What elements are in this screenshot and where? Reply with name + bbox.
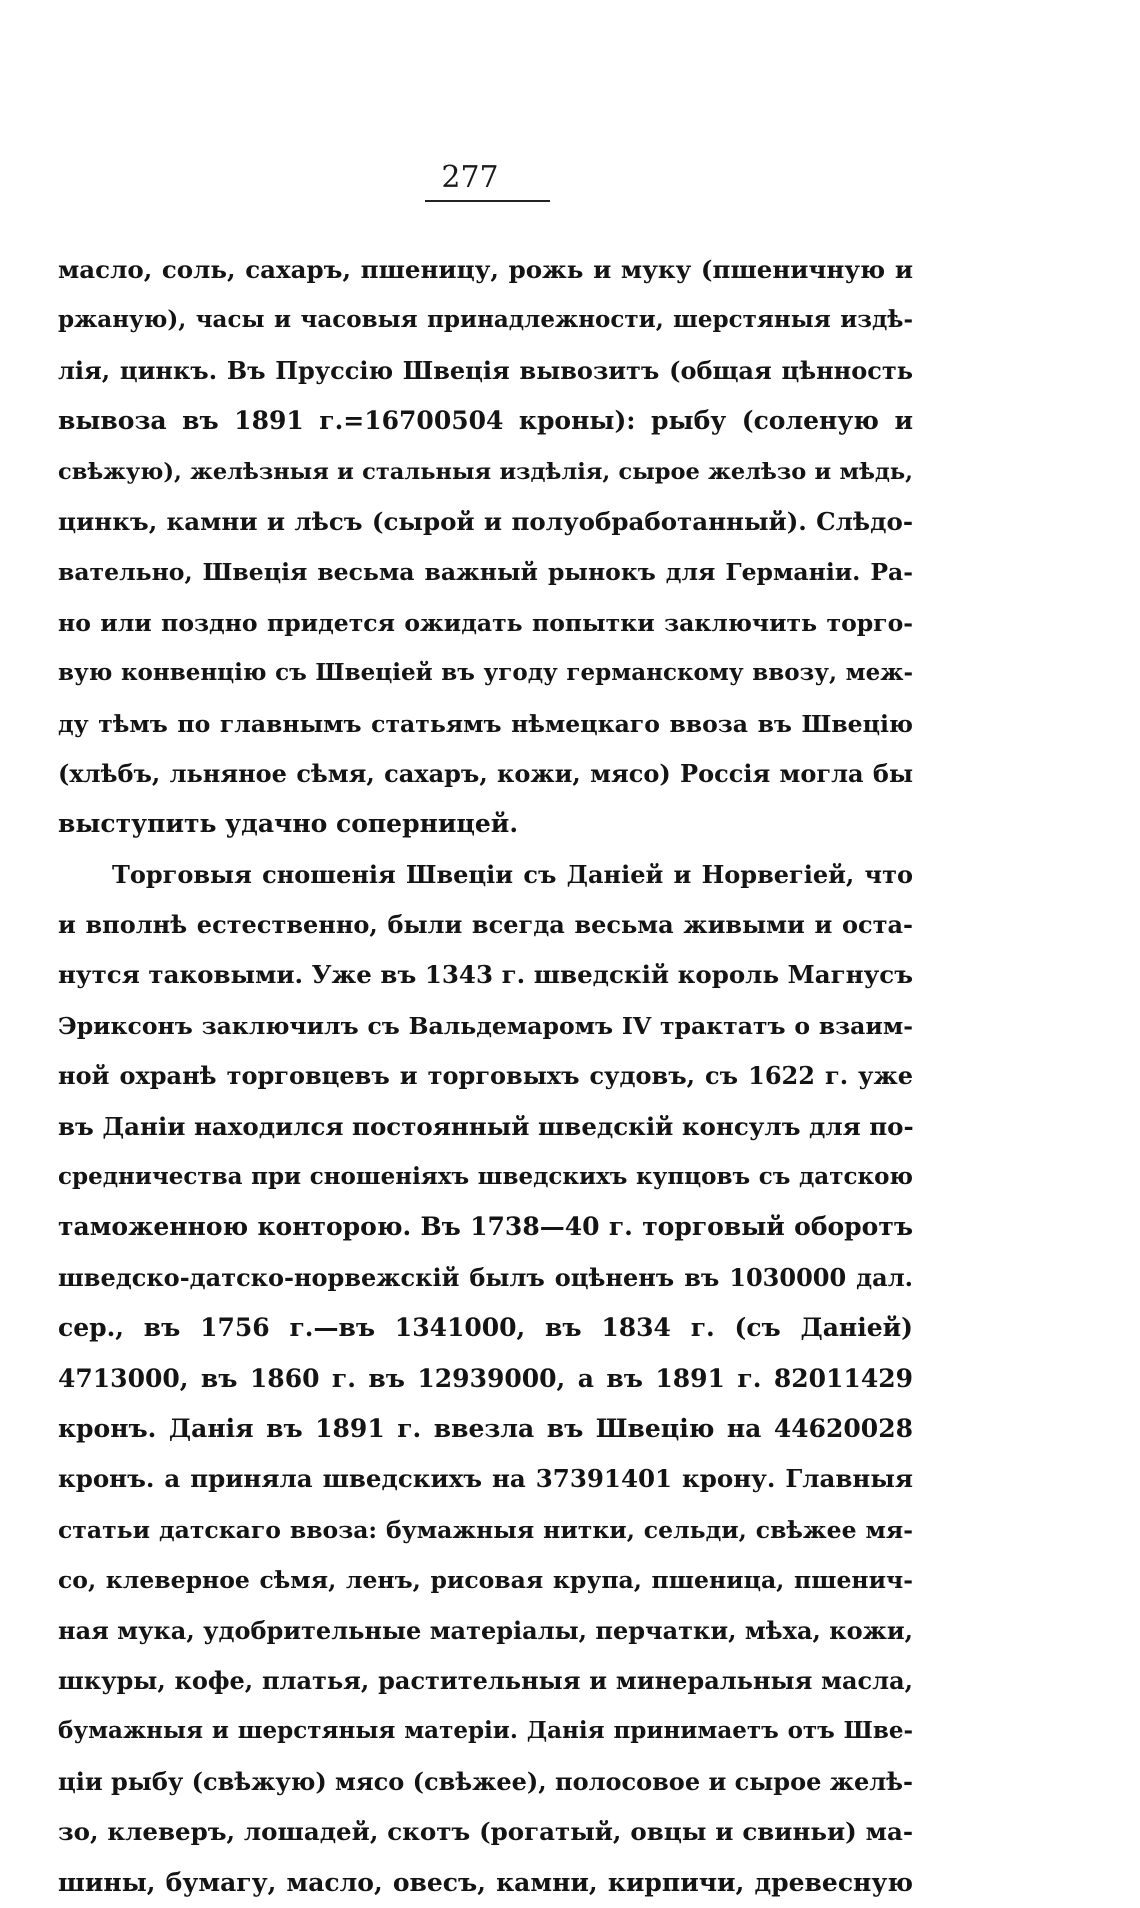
text-line: шины, бумагу, масло, овесъ, камни, кирпичи, древесную <box>58 1867 913 1897</box>
page-number-rule <box>425 200 550 202</box>
text-line: масло, соль, сахаръ, пшеницу, рожь и муку (пшеничную и <box>58 255 913 284</box>
text-line: свѣжую), желѣзныя и стальныя издѣлія, сырое желѣзо и мѣдь, <box>58 458 913 485</box>
text-line: зо, клеверъ, лошадей, скотъ (рогатый, овцы и свиньи) ма- <box>58 1817 913 1847</box>
text-line: выступить удачно соперницей. <box>58 809 519 839</box>
text-line: Торговыя сношенія Швеціи съ Даніей и Норвегіей, что <box>112 859 913 889</box>
text-line: кронъ. а приняла шведскихъ на 37391401 крону. Главныя <box>58 1464 913 1494</box>
text-line: вывоза въ 1891 г.=16700504 кроны): рыбу (соленую и <box>58 406 913 436</box>
text-line: лія, цинкъ. Въ Пруссію Швеція вывозитъ (общая цѣнность <box>58 355 913 385</box>
text-line: 4713000, въ 1860 г. въ 12939000, а въ 1891 г. 82011429 <box>58 1363 913 1393</box>
body-text <box>58 245 913 1908</box>
text-line: въ Даніи находился постоянный шведскій консулъ для по- <box>58 1111 914 1141</box>
text-line: вую конвенцію съ Швеціей въ угоду германскому ввозу, меж- <box>58 659 913 687</box>
text-line: ная мука, удобрительные матеріалы, перчатки, мѣха, кожи, <box>58 1615 913 1645</box>
text-line: шкуры, кофе, платья, растительныя и минеральныя масла, <box>58 1665 913 1695</box>
text-line: (хлѣбъ, льняное сѣмя, сахаръ, кожи, мясо) Россія могла бы <box>58 758 913 788</box>
text-line: шведско-датско-норвежскій былъ оцѣненъ въ 1030000 дал. <box>58 1262 913 1292</box>
text-line: ціи рыбу (свѣжую) мясо (свѣжее), полосовое и сырое желѣ- <box>58 1766 913 1796</box>
paragraph-2 <box>58 850 913 1908</box>
text-line: вательно, Швеція весьма важный рынокъ для Германіи. Ра- <box>58 558 913 587</box>
text-line: и вполнѣ естественно, были всегда весьма живыми и оста- <box>58 910 913 940</box>
text-line: статьи датскаго ввоза: бумажныя нитки, сельди, свѣжее мя- <box>58 1515 913 1544</box>
text-line: ржаную), часы и часовыя принадлежности, шерстяныя издѣ- <box>58 306 913 334</box>
text-line: ной охранѣ торговцевъ и торговыхъ судовъ, съ 1622 г. уже <box>58 1061 913 1091</box>
text-line: цинкъ, камни и лѣсъ (сырой и полуобработанный). Слѣдо- <box>58 506 913 536</box>
text-line: средничества при сношеніяхъ шведскихъ купцовъ съ датскою <box>58 1163 913 1191</box>
text-line: но или поздно придется ожидать попытки заключить торго- <box>58 608 913 637</box>
text-line: таможенною конторою. Въ 1738—40 г. торговый оборотъ <box>58 1212 913 1242</box>
text-line: со, клеверное сѣмя, ленъ, рисовая крупа, пшеница, пшенич- <box>58 1566 913 1595</box>
page-number: 277 <box>441 160 499 195</box>
text-line: кронъ. Данія въ 1891 г. ввезла въ Швецію на 44620028 <box>58 1413 913 1443</box>
text-line: Эриксонъ заключилъ съ Вальдемаромъ IV трактатъ о взаим- <box>58 1011 913 1040</box>
paragraph-1 <box>58 245 913 850</box>
text-line: ду тѣмъ по главнымъ статьямъ нѣмецкаго ввоза въ Швецію <box>58 709 913 738</box>
text-line: бумажныя и шерстяныя матеріи. Данія принимаетъ отъ Шве- <box>58 1717 913 1745</box>
text-line: сер., въ 1756 г.—въ 1341000, въ 1834 г. (съ Даніей) <box>58 1313 913 1343</box>
text-line: нутся таковыми. Уже въ 1343 г. шведскій король Магнусъ <box>58 960 913 990</box>
